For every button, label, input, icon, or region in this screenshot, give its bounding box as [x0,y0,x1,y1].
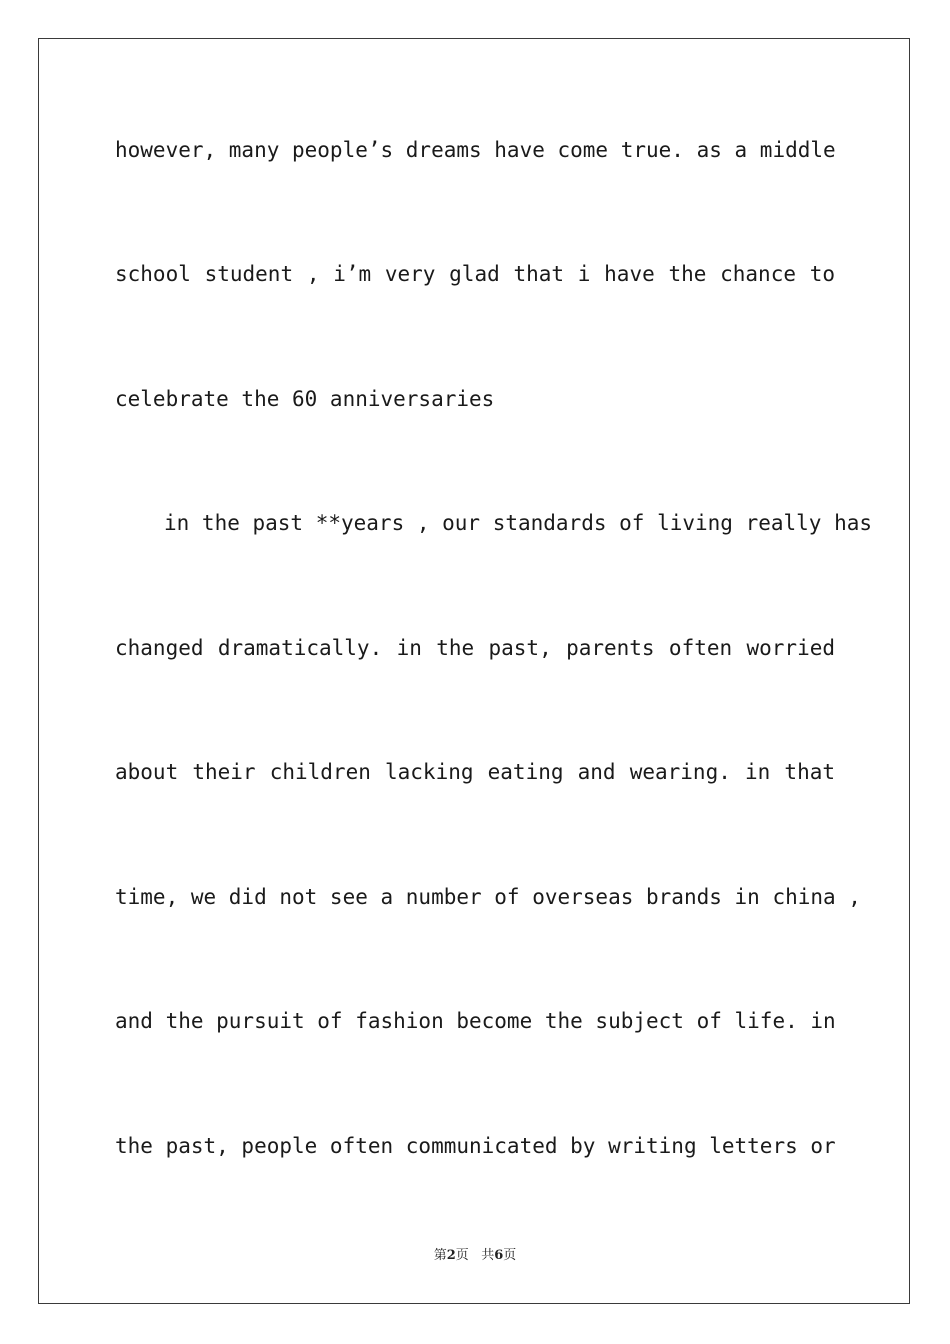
footer-page-number: 2 [446,1248,456,1263]
paragraph-line: however, many people’s dreams have come true. as a middle [115,138,836,162]
footer-total-prefix: 共 [481,1248,495,1263]
footer-prefix: 第 [433,1248,447,1263]
page-frame [38,38,910,1304]
paragraph-line: celebrate the 60 anniversaries [115,387,495,411]
paragraph-line: and the pursuit of fashion become the subject of life. in [115,1009,836,1033]
paragraph-line: about their children lacking eating and wearing. in that [115,760,835,784]
paragraph-line: time, we did not see a number of overseas brands in china , [115,885,861,909]
paragraph-line: school student , i’m very glad that i have the chance to [115,262,835,286]
paragraph-line: changed dramatically. in the past, parents often worried [115,636,835,660]
footer-total-suffix: 页 [503,1248,517,1263]
page-footer [0,1247,950,1265]
footer-total-pages: 6 [494,1248,504,1263]
paragraph-line: the past, people often communicated by writing letters or [115,1134,836,1158]
footer-page-suffix: 页 [455,1248,469,1263]
paragraph-line: in the past **years , our standards of living really has [164,511,873,535]
